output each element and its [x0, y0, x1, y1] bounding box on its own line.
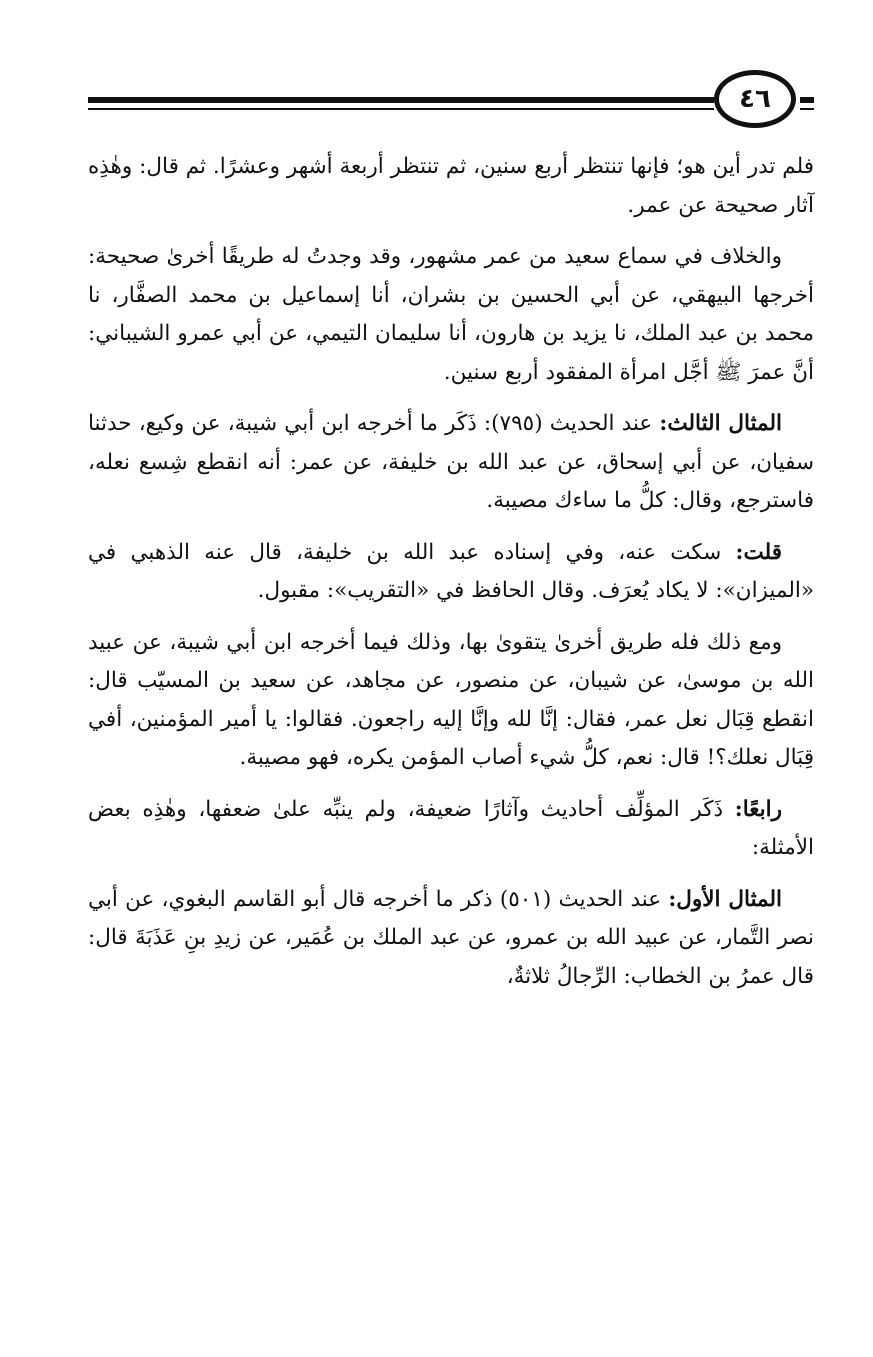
page-header [88, 70, 814, 134]
header-rule-thick [88, 97, 714, 103]
paragraph-lead: رابعًا: [734, 796, 782, 822]
paragraph-text: عند الحديث (٧٩٥): ذَكَر ما أخرجه ابن أبي شيبة، عن وكيع، حدثنا سفيان، عن أبي إسحاق، عن عبد الله بن خليفة، عن عمر: أنه انقطع شِسع نعله، فاسترجع، وقال: كلُّ ما ساءك مصيبة. [88, 411, 814, 513]
page-number: ٤٦ [739, 84, 771, 114]
paragraph-text: سكت عنه، وفي إسناده عبد الله بن خليفة، قال عنه الذهبي في «الميزان»: لا يكاد يُعرَف. وقال الحافظ في «التقريب»: مقبول. [88, 539, 814, 603]
header-rule-right-thin [800, 108, 814, 110]
paragraph [88, 405, 814, 521]
paragraph-lead: قلت: [735, 539, 782, 565]
paragraph [88, 791, 814, 868]
paragraph-text: فلم تدر أين هو؛ فإنها تنتظر أربع سنين، ثم تنتظر أربعة أشهر وعشرًا. ثم قال: وهٰذِه آثار صحيحة عن عمر. [88, 154, 814, 218]
header-rule-right-thick [800, 97, 814, 103]
page-number-badge [714, 70, 796, 128]
paragraph-lead: المثال الثالث: [659, 411, 782, 436]
paragraph [88, 881, 814, 997]
paragraph-text: ومع ذلك فله طريق أخرىٰ يتقوىٰ بها، وذلك فيما أخرجه ابن أبي شيبة، عن عبيد الله بن موسىٰ، عن شيبان، عن منصور، عن مجاهد، عن سعيد بن المسيّب قال: انقطع قِبَال نعل عمر، فقال: إنَّا لله وإنَّا إليه راجعون. فقالوا: يا أمير المؤمنين، أفي قِبَال نعلك؟! قال: نعم، كلُّ شيء أصاب المؤمن يكره، فهو مصيبة. [88, 629, 814, 770]
paragraph-text: والخلاف في سماع سعيد من عمر مشهور، وقد وجدتُ له طريقًا أخرىٰ صحيحة: أخرجها البيهقي، عن أبي الحسين بن بشران، أنا إسماعيل بن محمد الصفَّار، نا محمد بن عبد الملك، نا يزيد بن هارون، أنا سليمان التيمي، عن أبي عمرو الشيباني: أنَّ عمرَ ﷺ أجَّل امرأة المفقود أربع سنين. [88, 244, 814, 385]
paragraph [88, 624, 814, 778]
paragraph [88, 534, 814, 611]
paragraph [88, 148, 814, 225]
paragraph-text: عند الحديث (٥٠١) ذكر ما أخرجه قال أبو القاسم البغوي، عن أبي نصر التَّمار، عن عبيد الله بن عمرو، عن عبد الملك بن عُمَير، عن زيدِ بنِ عَذَبَةَ قال: قال عمرُ بن الخطاب: الرِّجالُ ثلاثةٌ، [88, 886, 814, 989]
paragraph-lead: المثال الأول: [668, 886, 783, 912]
paragraph-text: ذَكَر المؤلِّف أحاديث وآثارًا ضعيفة، ولم ينبِّه علىٰ ضعفها، وهٰذِه بعض الأمثلة: [88, 796, 814, 860]
page-body [88, 148, 814, 1009]
header-rule-thin [88, 108, 714, 110]
paragraph [88, 238, 814, 392]
